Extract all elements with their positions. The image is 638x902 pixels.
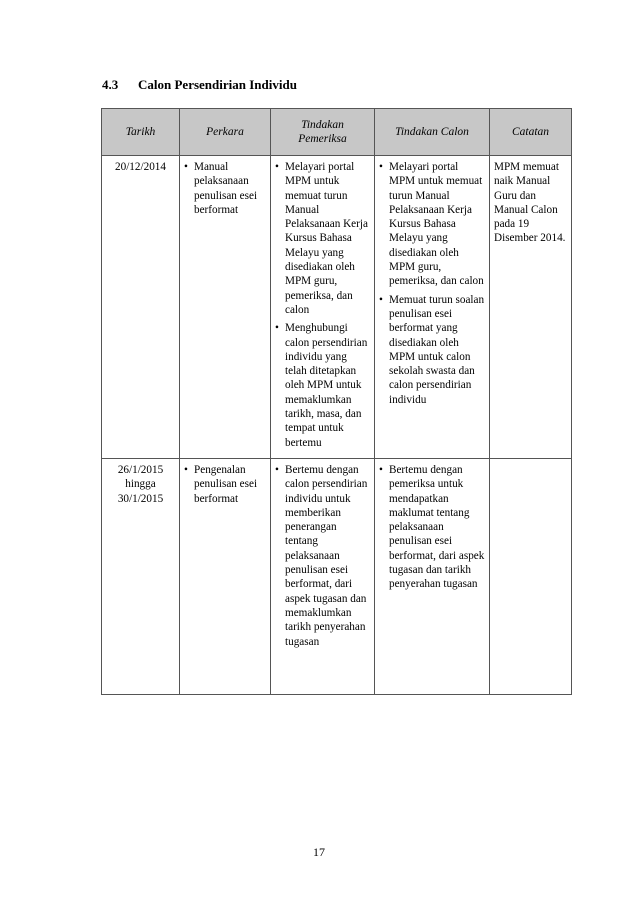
header-row	[102, 109, 572, 156]
date-text: 20/12/2014	[115, 161, 166, 173]
calon-list	[379, 160, 485, 407]
header-tarikh: Tarikh	[102, 109, 180, 156]
calon-cell	[375, 156, 490, 459]
pemeriksa-cell	[271, 156, 375, 459]
list-item: • Bertemu dengan calon persendirian individu untuk memberikan penerangan tentang pelaksanaan penulisan esei berformat, dari aspek tugasan dan memaklumkan tarikh penyerahan tugasan	[275, 464, 368, 648]
list-item: • Bertemu dengan pemeriksa untuk mendapatkan maklumat tentang pelaksanaan penulisan esei berformat, dari aspek tugasan dan tarikh penyerahan tugasan	[379, 464, 485, 591]
section-heading	[102, 77, 297, 93]
calon-cell	[375, 459, 490, 695]
perkara-cell	[180, 459, 271, 695]
date-text: hingga	[125, 478, 156, 491]
calon-list	[379, 463, 485, 592]
list-item: • Pengenalan penulisan esei berformat	[184, 464, 258, 505]
catatan-cell	[490, 459, 572, 695]
date-cell	[102, 156, 180, 459]
header-catatan: Catatan	[490, 109, 572, 156]
perkara-cell	[180, 156, 271, 459]
list-item: • Melayari portal MPM untuk memuat turun Manual Pelaksanaan Kerja Kursus Bahasa Melayu yang disediakan oleh MPM guru, pemeriksa, dan calon	[275, 161, 368, 316]
perkara-list	[184, 463, 266, 506]
section-number: 4.3	[102, 77, 119, 92]
header-tindakan-pemeriksa: Tindakan Pemeriksa	[271, 109, 375, 156]
catatan-cell: MPM memuat naik Manual Guru dan Manual Calon pada 19 Disember 2014.	[490, 156, 572, 459]
list-item: • Memuat turun soalan penulisan esei berformat yang disediakan oleh MPM untuk calon sekolah swasta dan calon persendirian individu	[379, 293, 485, 406]
table-row	[102, 459, 572, 695]
date-cell	[102, 459, 180, 695]
pemeriksa-list	[275, 160, 370, 450]
page-number: 17	[313, 845, 325, 859]
list-item: • Menghubungi calon persendirian individu yang telah ditetapkan oleh MPM untuk memaklumkan tarikh, masa, dan tempat untuk bertemu	[275, 322, 368, 449]
pemeriksa-cell	[271, 459, 375, 695]
pemeriksa-list	[275, 463, 370, 649]
date-text: 30/1/2015	[117, 492, 164, 505]
date-text: 26/1/2015	[117, 464, 164, 476]
header-tindakan-calon: Tindakan Calon	[375, 109, 490, 156]
header-perkara: Perkara	[180, 109, 271, 156]
list-item: • Manual pelaksanaan penulisan esei berformat	[184, 161, 258, 216]
list-item: • Melayari portal MPM untuk memuat turun Manual Pelaksanaan Kerja Kursus Bahasa Melayu yang disediakan oleh MPM guru, pemeriksa, dan calon	[379, 161, 484, 288]
table-row	[102, 156, 572, 459]
schedule-table	[101, 108, 572, 695]
perkara-list	[184, 160, 266, 217]
section-title: Calon Persendirian Individu	[138, 77, 297, 92]
